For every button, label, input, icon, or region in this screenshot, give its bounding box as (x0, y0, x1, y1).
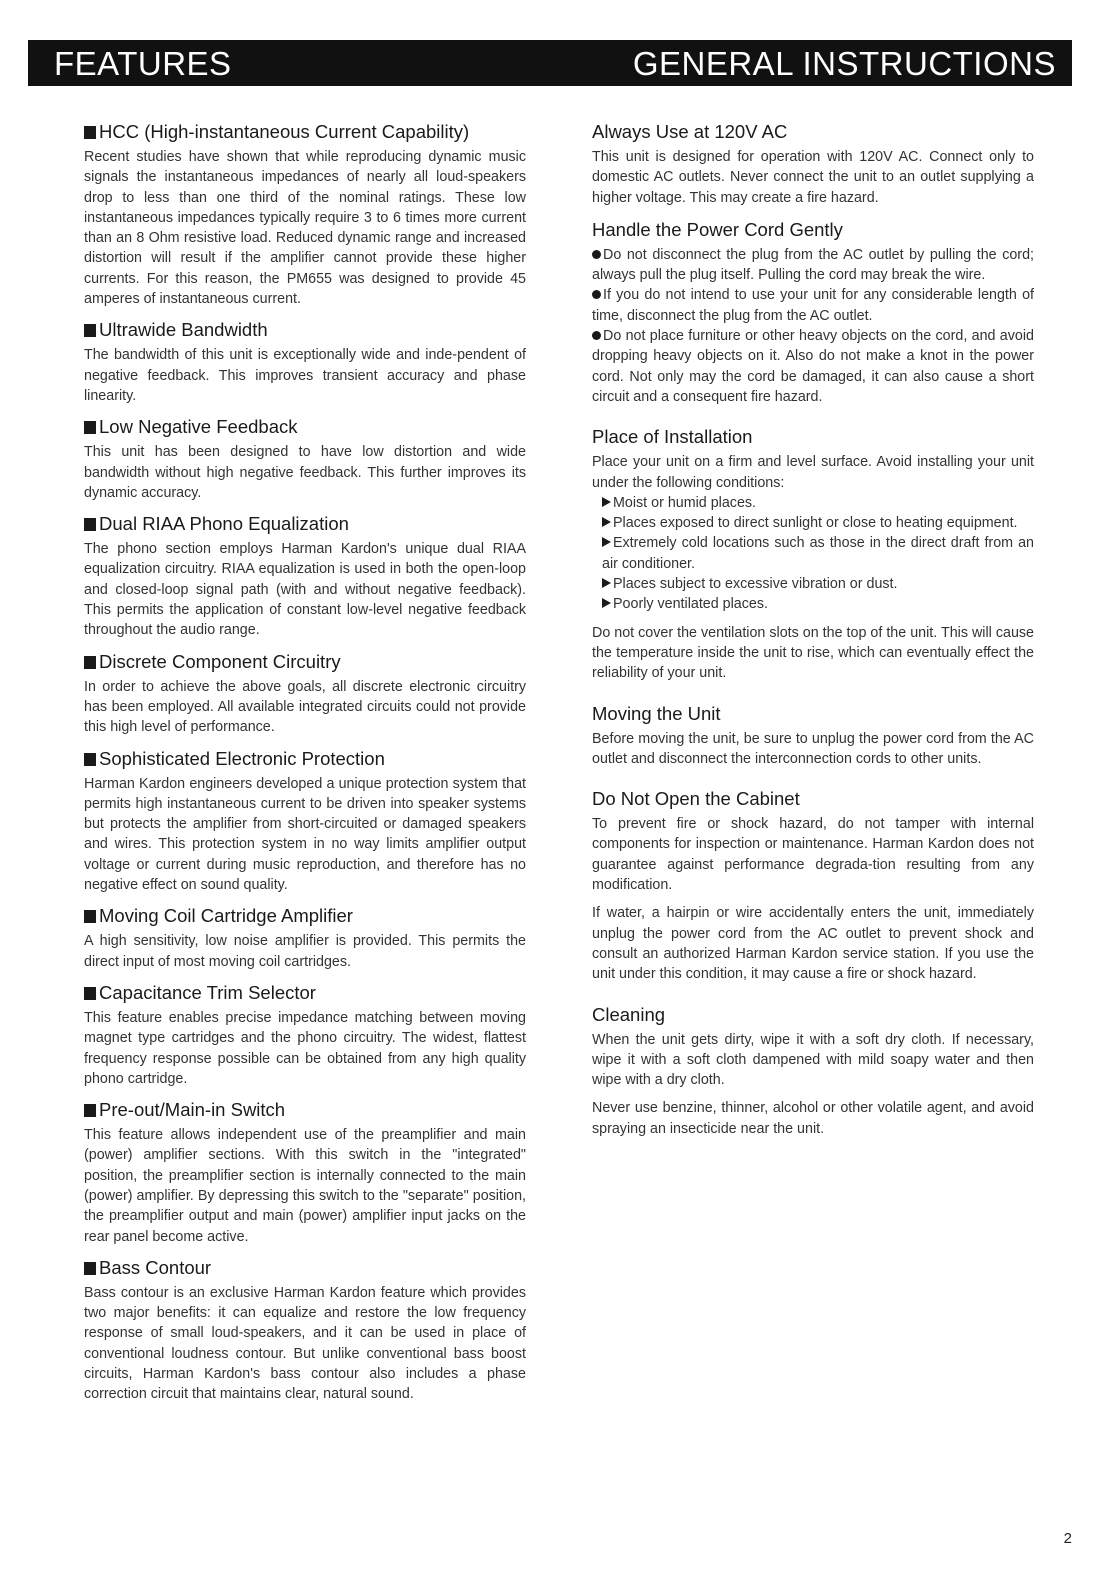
square-bullet-icon (84, 656, 96, 669)
feature-body: The bandwidth of this unit is exceptionally wide and inde-pendent of negative feedback. This improves transient accuracy and phase linearity. (84, 347, 526, 404)
feature-moving-coil (84, 904, 526, 972)
instruction-heading: Cleaning (592, 1003, 666, 1025)
feature-heading: Low Negative Feedback (84, 415, 526, 439)
feature-heading: Dual RIAA Phono Equalization (84, 512, 526, 536)
feature-low-negative-feedback (84, 415, 526, 503)
triangle-bullet-icon (602, 497, 611, 507)
triangle-bullet-icon (602, 537, 611, 547)
list-item: Poorly ventilated places. (602, 594, 1034, 614)
round-bullet-icon (592, 250, 601, 259)
feature-body: This feature enables precise impedance matching between moving magnet type cartridges and the phono circuitry. The widest, flattest frequency response possible can be obtained from any high quality phono cartridge. (84, 1009, 526, 1087)
feature-ultrawide-bandwidth (84, 318, 526, 406)
feature-capacitance-trim (84, 981, 526, 1089)
list-item: Extremely cold locations such as those in the direct draft from an air conditioner. (602, 535, 1034, 572)
square-bullet-icon (84, 126, 96, 139)
instruction-heading: Moving the Unit (592, 702, 721, 724)
feature-body: Recent studies have shown that while reproducing dynamic music signals the instantaneous impedances of nearly all loud-speakers drop to less than one third of the nominal ratings. These low instantaneous impedances typically require 3 to 6 times more current than an 8 Ohm resistive load. Reduced dynamic range and increased distortion will result if the amplifier cannot provide these higher currents. For this reason, the PM655 was designed to provide 45 amperes of instantaneous current. (84, 149, 526, 308)
triangle-bullet-icon (602, 517, 611, 527)
instruction-body: When the unit gets dirty, wipe it with a soft dry cloth. If necessary, wipe it with a soft cloth dampened with mild soapy water and then wipe with a dry cloth. (592, 1031, 1034, 1089)
instruction-power-cord (592, 218, 1034, 407)
instruction-cabinet (592, 787, 1034, 984)
instruction-heading: Always Use at 120V AC (592, 121, 788, 142)
feature-heading: Bass Contour (84, 1256, 526, 1280)
square-bullet-icon (84, 1104, 96, 1117)
instruction-body: To prevent fire or shock hazard, do not tamper with internal components for inspection or maintenance. Harman Kardon does not guarantee against performance degrada-tion resulting from any modification. (592, 816, 1034, 894)
triangle-bullet-icon (602, 578, 611, 588)
instruction-voltage (592, 120, 1034, 208)
round-bullet-icon (592, 331, 601, 340)
conditions-list (602, 493, 1034, 615)
square-bullet-icon (84, 987, 96, 1000)
feature-dual-riaa (84, 512, 526, 640)
bullet-item: If you do not intend to use your unit for any considerable length of time, disconnect the plug from the AC outlet. (592, 287, 1034, 324)
feature-body: Bass contour is an exclusive Harman Kardon feature which provides two major benefits: it can equalize and restore the low frequency response of small loud-speakers, and it can be used in place of conventional loudness contour. But unlike conventional bass boost circuits, Harman Kardon's bass contour also includes a phase correction circuit that maintains clear, natural sound. (84, 1284, 526, 1403)
square-bullet-icon (84, 421, 96, 434)
feature-pre-out-main-in (84, 1098, 526, 1247)
feature-body: Harman Kardon engineers developed a unique protection system that permits high instantaneous current to be driven into speaker systems but protects the amplifier from short-circuited or damaged speakers and wires. This protection system in no way limits amplifier output voltage or current during music reproduction, and therefore has no negative effect on sound quality. (84, 775, 526, 894)
instruction-heading: Handle the Power Cord Gently (592, 218, 843, 240)
instruction-body: Never use benzine, thinner, alcohol or other volatile agent, and avoid spraying an insecticide near the unit. (592, 1100, 1034, 1137)
features-title: FEATURES (54, 45, 232, 82)
general-instructions-title: GENERAL INSTRUCTIONS (632, 45, 1056, 82)
feature-heading: Discrete Component Circuitry (84, 650, 526, 674)
list-item: Moist or humid places. (602, 493, 1034, 513)
instruction-body: This unit is designed for operation with 120V AC. Connect only to domestic AC outlets. Never connect the unit to an outlet supplying a higher voltage. This may create a fire hazard. (592, 149, 1034, 206)
instruction-body: If water, a hairpin or wire accidentally enters the unit, immediately unplug the power cord from the AC outlet to prevent shock and consult an authorized Harman Kardon service station. If you use the unit under this condition, it may cause a fire or shock hazard. (592, 905, 1034, 983)
feature-heading: Moving Coil Cartridge Amplifier (84, 904, 526, 928)
page-number: 2 (1063, 1530, 1072, 1547)
square-bullet-icon (84, 910, 96, 923)
list-item: Places exposed to direct sunlight or close to heating equipment. (602, 513, 1034, 533)
feature-discrete-component (84, 650, 526, 738)
feature-hcc (84, 120, 526, 309)
round-bullet-icon (592, 290, 601, 299)
square-bullet-icon (84, 518, 96, 531)
instruction-heading: Place of Installation (592, 426, 753, 448)
instructions-column (592, 120, 1034, 1149)
feature-body: A high sensitivity, low noise amplifier is provided. This permits the direct input of most moving coil cartridges. (84, 933, 526, 970)
instruction-heading: Do Not Open the Cabinet (592, 788, 800, 810)
section-header-banner (28, 40, 1072, 86)
feature-heading: Ultrawide Bandwidth (84, 318, 526, 342)
square-bullet-icon (84, 324, 96, 337)
feature-body: The phono section employs Harman Kardon's unique dual RIAA equalization circuitry. RIAA equalization is used in both the open-loop and closed-loop signal path (with and without negative feedback). This permits the application of constant low-level negative feedback throughout the audio range. (84, 541, 526, 639)
list-item: Places subject to excessive vibration or dust. (602, 574, 1034, 594)
instruction-cleaning (592, 1003, 1034, 1139)
instruction-body: Before moving the unit, be sure to unplug the power cord from the AC outlet and disconnect the interconnection cords to other units. (592, 730, 1034, 767)
instruction-installation (592, 425, 1034, 683)
feature-heading: Sophisticated Electronic Protection (84, 747, 526, 771)
feature-body: This feature allows independent use of the preamplifier and main (power) amplifier sections. With this switch in the "integrated" position, the preamplifier section is internally connected to the main (power) amplifier. By depressing this switch to the "separate" position, the preamplifier output and main (power) amplifier input jacks on the rear panel become active. (84, 1127, 526, 1245)
bullet-item: Do not place furniture or other heavy objects on the cord, and avoid dropping heavy objects on it. Also do not make a knot in the power cord. Not only may the cord be damaged, it can also cause a short circuit and a consequent fire hazard. (592, 328, 1034, 405)
square-bullet-icon (84, 753, 96, 766)
feature-heading: Pre-out/Main-in Switch (84, 1098, 526, 1122)
feature-heading: HCC (High-instantaneous Current Capability) (84, 120, 526, 144)
feature-bass-contour (84, 1256, 526, 1405)
instruction-intro: Place your unit on a firm and level surface. Avoid installing your unit under the following conditions: (592, 454, 1034, 491)
feature-heading: Capacitance Trim Selector (84, 981, 526, 1005)
instruction-moving (592, 702, 1034, 770)
triangle-bullet-icon (602, 598, 611, 608)
feature-body: This unit has been designed to have low distortion and wide bandwidth without high negative feedback. This further improves its dynamic accuracy. (84, 444, 526, 501)
square-bullet-icon (84, 1262, 96, 1275)
feature-protection (84, 747, 526, 896)
bullet-item: Do not disconnect the plug from the AC outlet by pulling the cord; always pull the plug itself. Pulling the cord may break the wire. (592, 246, 1034, 284)
instruction-note: Do not cover the ventilation slots on the top of the unit. This will cause the temperature inside the unit to rise, which can eventually effect the reliability of your unit. (592, 624, 1034, 682)
feature-body: In order to achieve the above goals, all discrete electronic circuitry has been employed. All available integrated circuits could not provide this high level of performance. (84, 678, 526, 736)
features-column (84, 120, 526, 1414)
